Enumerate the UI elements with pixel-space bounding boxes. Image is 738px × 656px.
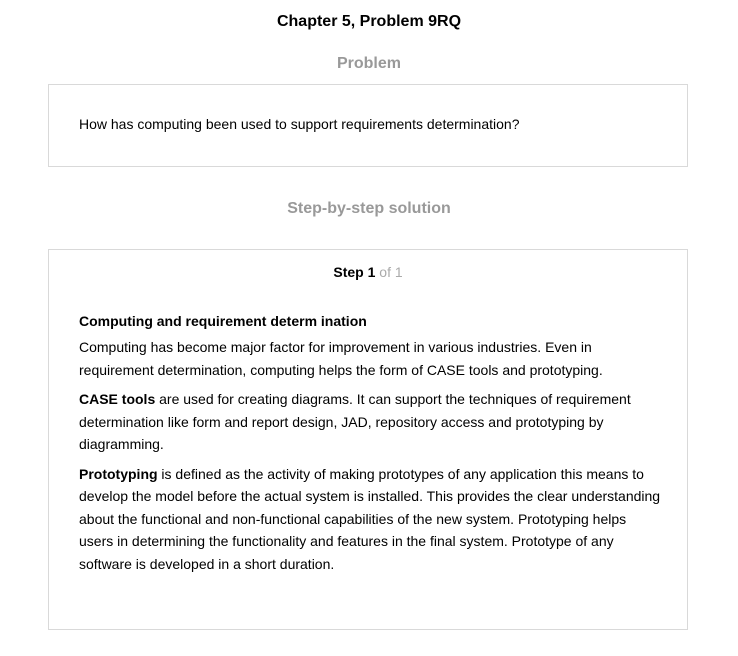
term-prototyping: Prototyping xyxy=(79,465,158,482)
solution-heading: Step-by-step solution xyxy=(287,200,451,217)
paragraph-computing: Computing has become major factor for improvement in various industries. Even in requirement determination, computing helps the form of CASE tools and prototyping. xyxy=(79,339,603,378)
step-label: Step xyxy=(333,264,364,280)
term-case-tools: CASE tools xyxy=(79,391,156,407)
problem-question: How has computing been used to support requirements determination? xyxy=(79,116,520,132)
solution-box xyxy=(48,249,688,630)
problem-heading: Problem xyxy=(336,55,401,72)
paragraph-prototyping xyxy=(79,463,664,576)
step-indicator xyxy=(49,263,687,281)
chapter-title: Chapter 5, Problem 9RQ xyxy=(276,13,462,30)
step-number: 1 xyxy=(367,264,376,280)
paragraph-case-tools-text: are used for creating diagrams. It can support the techniques of requirement determination like form and report design, JAD, repository access and prototyping by diagramming. xyxy=(79,391,631,452)
paragraph-case-tools xyxy=(79,388,664,456)
paragraph-prototyping-text: is defined as the activity of making prototypes of any application this means to develop the model before the actual system is installed. This provides the clear understanding about the functional and non-functional capabilities of the new system. Prototyping helps users in determining the functionality and features in the final system. Prototype of any software is developed in a short duration. xyxy=(79,465,661,572)
step-total: of 1 xyxy=(379,264,403,280)
problem-box xyxy=(48,84,688,167)
solution-title: Computing and requirement determ ination xyxy=(79,313,367,329)
step-content xyxy=(79,312,664,582)
